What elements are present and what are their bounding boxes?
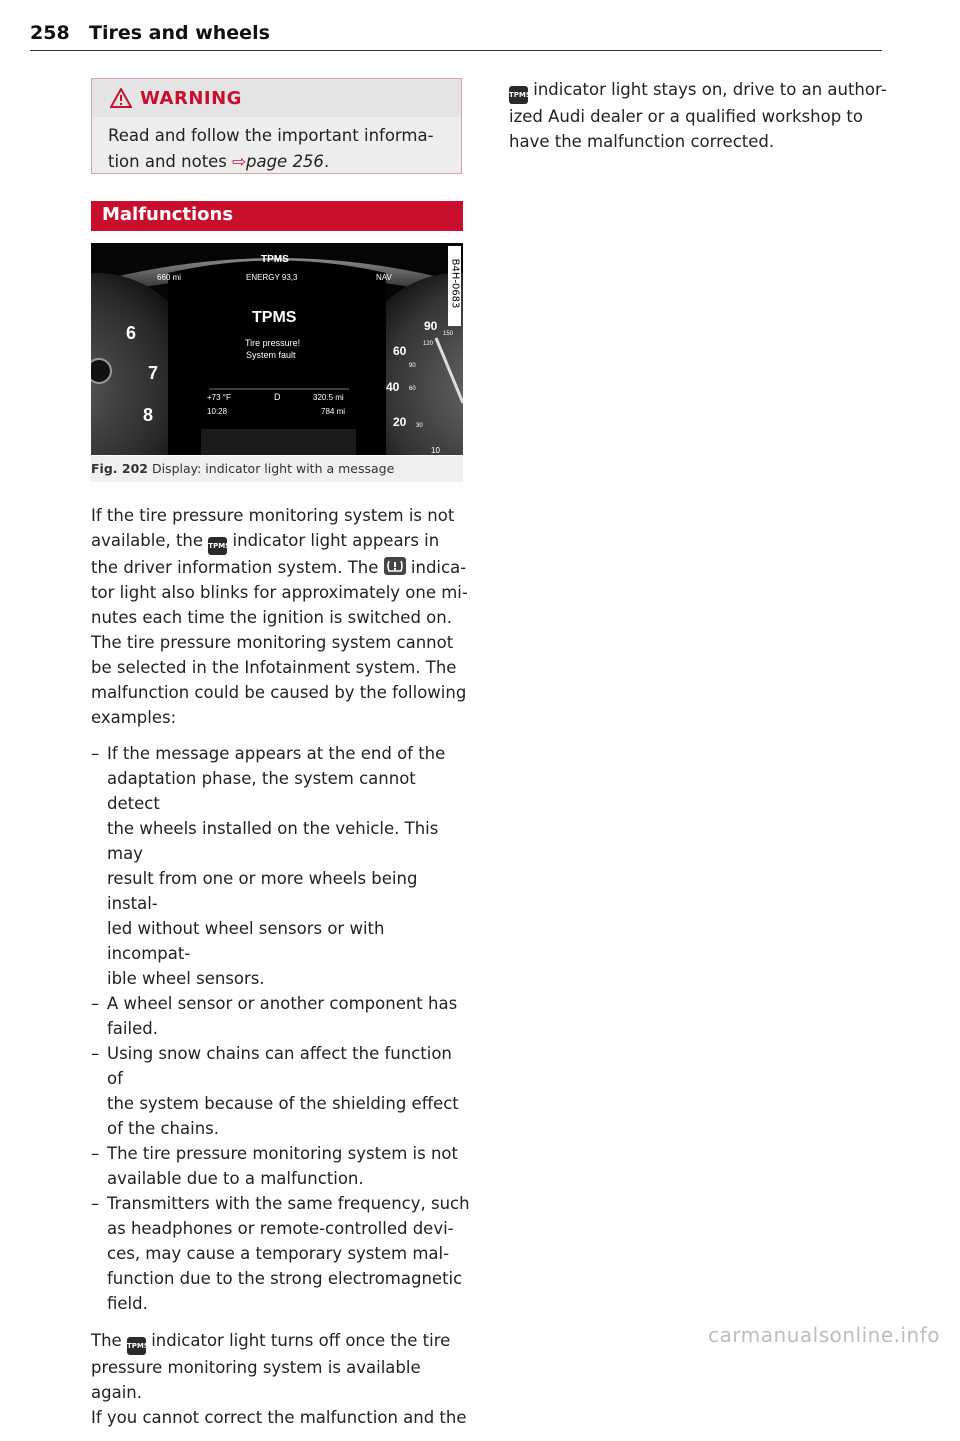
- gauge-number: 20: [393, 415, 407, 429]
- paragraph-intro: If the tire pressure monitoring system is not available, the TPMS indicator light appears in the driver information system. The indica- tor light also blinks for approximately one mi- nutes each time the ignition is switched on. The tire pressure monitoring system cannot be selected in the Infotainment system. The malfunction could be caused by the following examples:: [91, 506, 468, 727]
- page-number: 258: [30, 22, 70, 44]
- list-item: – The tire pressure monitoring system is not available due to a malfunction.: [91, 1144, 458, 1188]
- warning-triangle-icon: [110, 88, 132, 108]
- page-reference-link[interactable]: page 256: [245, 152, 324, 171]
- gauge-number: 60: [393, 344, 407, 358]
- page-header: [30, 22, 882, 51]
- paragraph-closing: The TPMS indicator light turns off once the tire pressure monitoring system is available again. If you cannot correct the malfunction and the: [91, 1331, 467, 1427]
- tire-pressure-warning-icon: [384, 557, 406, 575]
- figure-caption-text: Display: indicator light with a message: [151, 461, 395, 476]
- gauge-number: 30: [416, 423, 423, 429]
- figure-caption: [91, 461, 394, 476]
- chapter-title: Tires and wheels: [89, 22, 270, 44]
- gauge-number: 10: [431, 446, 440, 455]
- display-main-title: TPMS: [252, 309, 297, 326]
- gauge-number: 90: [424, 319, 438, 333]
- gauge-number: 8: [143, 405, 154, 425]
- warning-text: [108, 123, 448, 175]
- display-radio: ENERGY 93,3: [246, 273, 298, 282]
- figure-code: B4H-0683: [448, 246, 461, 326]
- display-time: 10:28: [207, 407, 228, 416]
- display-nav: NAV: [376, 273, 392, 282]
- tpms-indicator-icon: TPMS: [127, 1337, 146, 1355]
- gauge-number: 7: [148, 363, 159, 383]
- watermark: carmanualsonline.info: [708, 1323, 940, 1347]
- gauge-number: 6: [126, 323, 137, 343]
- section-heading-banner: [91, 201, 463, 231]
- warning-line: Read and follow the important informa-: [108, 126, 434, 145]
- warning-line: tion and notes ⇨page 256.: [108, 152, 330, 171]
- warning-header: [92, 79, 461, 117]
- warning-title: WARNING: [140, 88, 242, 109]
- arrow-icon: ⇨: [232, 152, 246, 171]
- figure-caption-band: [91, 456, 463, 482]
- figure-label: Fig. 202: [91, 461, 148, 476]
- gauge-number: 120: [423, 341, 434, 347]
- display-odometer: 784 mi: [321, 407, 346, 416]
- list-item: – If the message appears at the end of the adaptation phase, the system cannot detect the wheels installed on the vehicle. This may result from one or more wheels being instal- led without wheel sensors or with incompat- ible wheel sensors.: [91, 744, 446, 988]
- section-heading: Malfunctions: [102, 204, 234, 225]
- display-trip: 320.5 mi: [313, 393, 344, 402]
- gauge-number: 40: [386, 380, 400, 394]
- tpms-indicator-icon: TPMS: [208, 537, 227, 555]
- list-item: – Using snow chains can affect the function of the system because of the shielding effect of the chains.: [91, 1044, 459, 1138]
- display-message-line1: Tire pressure!: [245, 338, 301, 348]
- display-message-line2: System fault: [246, 350, 296, 360]
- display-range: 660 mi: [157, 273, 182, 282]
- display-temp: +73 °F: [207, 393, 231, 402]
- malfunction-causes-list: [91, 741, 471, 1316]
- list-item: – Transmitters with the same frequency, such as headphones or remote-controlled devi- ces, may cause a temporary system mal- function due to the strong electromagnetic field.: [91, 1194, 470, 1313]
- display-top-title: TPMS: [261, 254, 289, 265]
- body-text: [91, 503, 471, 1441]
- gauge-number: 90: [409, 363, 416, 369]
- list-item: – A wheel sensor or another component has failed.: [91, 994, 458, 1038]
- right-column-text: TPMS indicator light stays on, drive to an author- ized Audi dealer or a qualified workshop to have the malfunction corrected.: [509, 80, 887, 151]
- tpms-indicator-icon: TPMS: [509, 86, 528, 104]
- gauge-number: 150: [443, 331, 454, 337]
- instrument-cluster-figure: [91, 243, 463, 455]
- display-gear: D: [274, 392, 281, 402]
- gauge-number: 60: [409, 386, 416, 392]
- warning-box: [91, 78, 462, 174]
